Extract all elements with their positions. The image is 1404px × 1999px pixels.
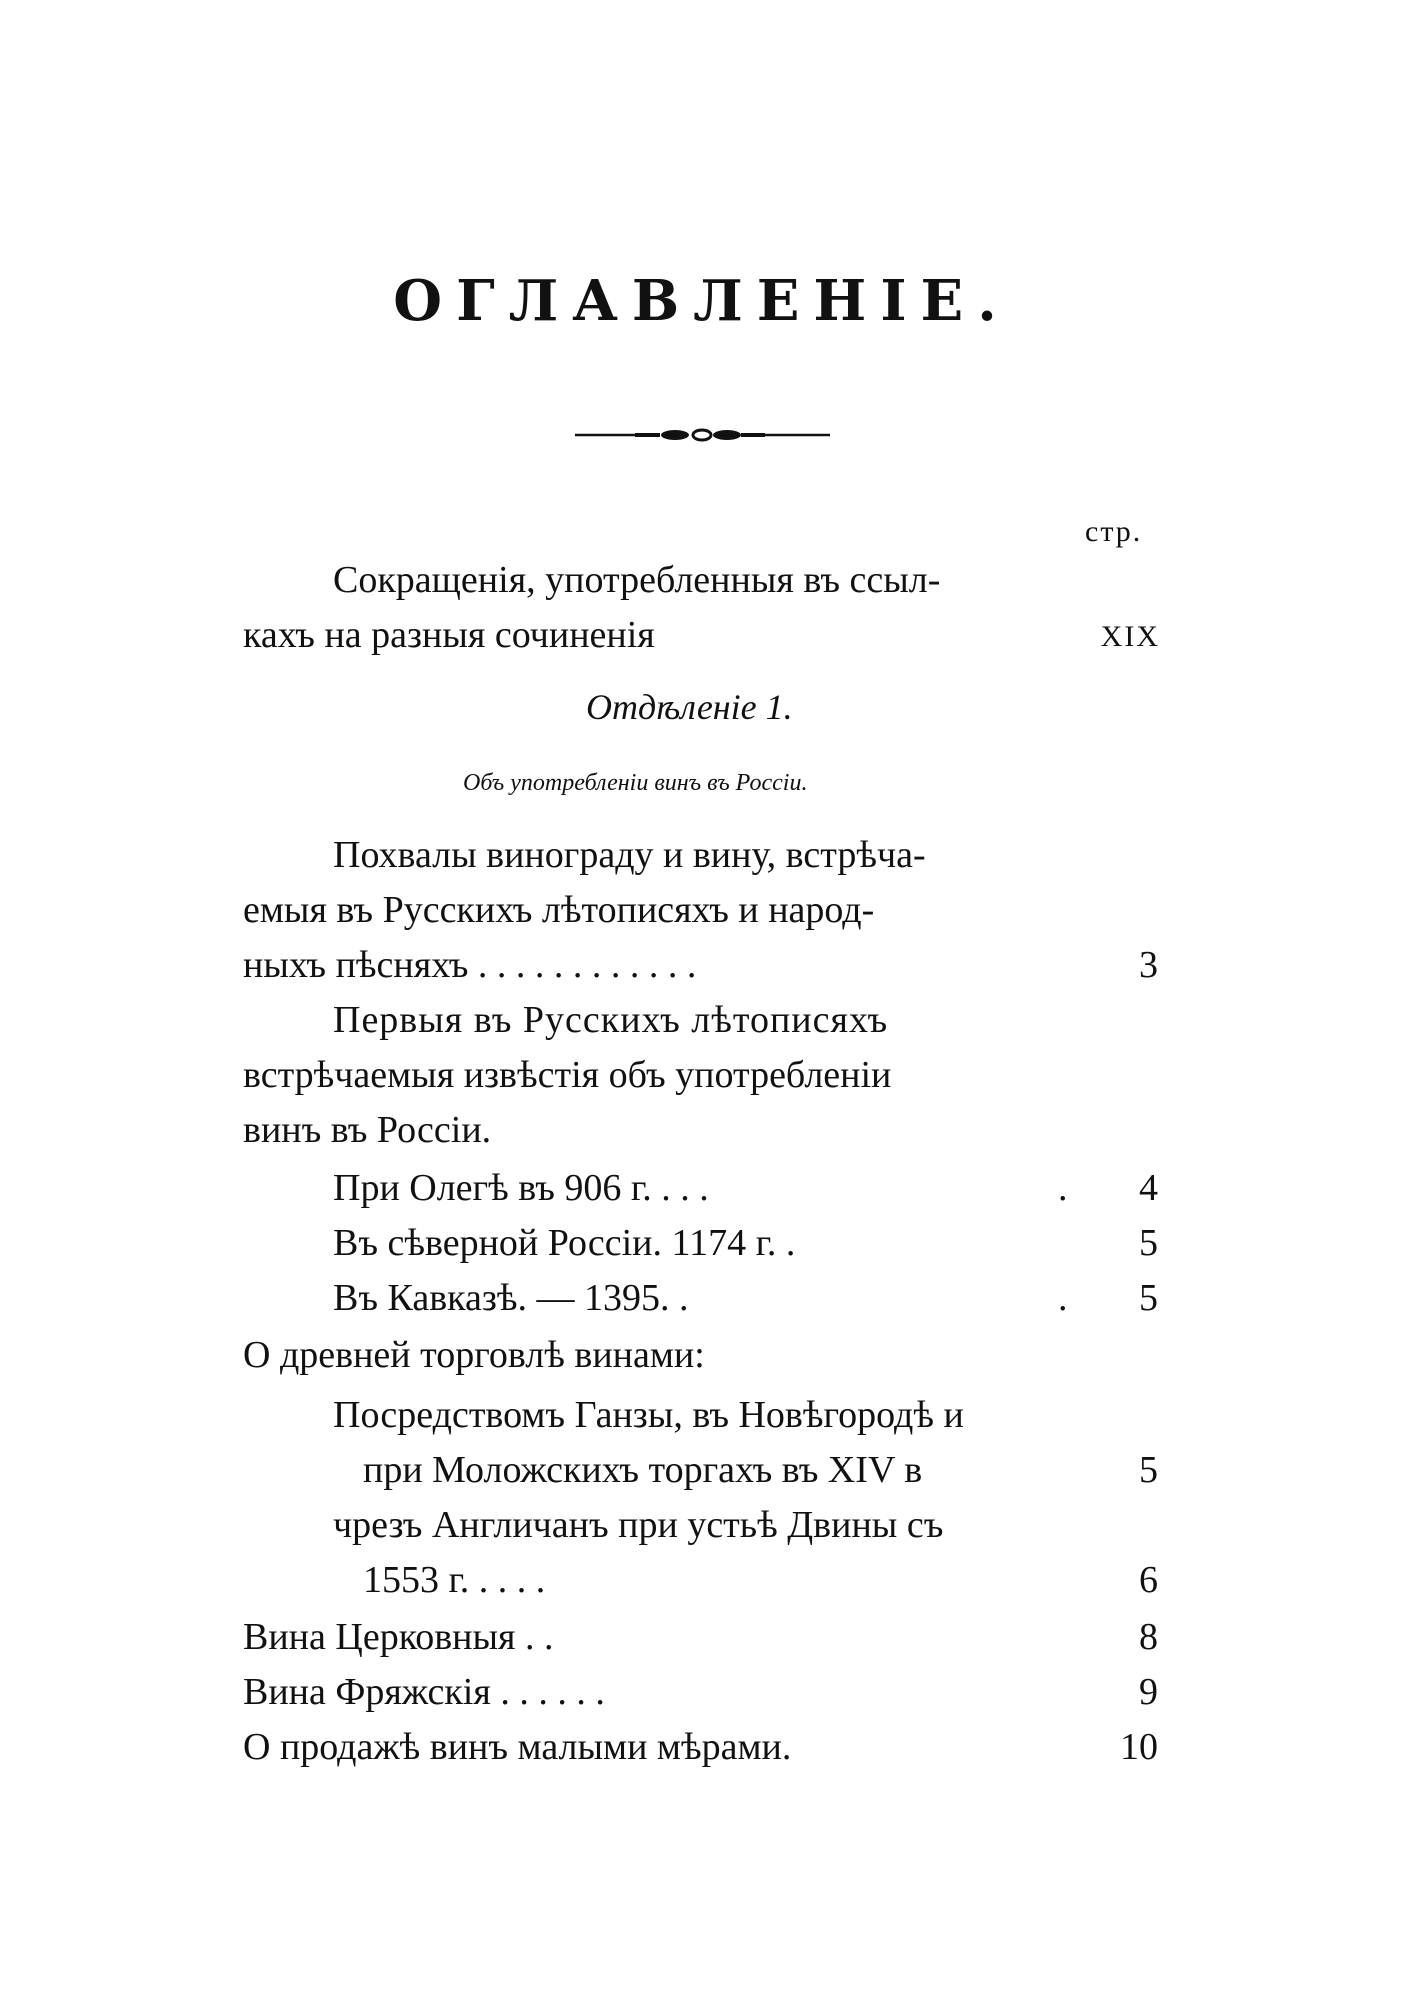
toc-page-number: 4 <box>1139 1167 1158 1209</box>
toc-entry-line: чрезъ Англичанъ при устьѣ Двины съ <box>333 1504 944 1546</box>
page-column-header: стр. <box>1085 515 1143 548</box>
toc-page-number: 8 <box>1139 1616 1158 1658</box>
section-title: Отдѣленіе 1. <box>586 687 793 727</box>
toc-entry-line: О продажѣ винъ малыми мѣрами. <box>243 1726 792 1768</box>
toc-page-number: 5 <box>1139 1277 1158 1319</box>
toc-page-number: 5 <box>1139 1449 1158 1491</box>
toc-entry-line: встрѣчаемыя извѣстія объ употребленіи <box>243 1054 892 1096</box>
toc-entry-line: Первыя въ Русскихъ лѣтописяхъ <box>333 999 889 1041</box>
toc-page-number: 9 <box>1139 1671 1158 1713</box>
ornamental-rule-icon <box>575 425 830 450</box>
toc-entry-line: Похвалы винограду и вину, встрѣча- <box>333 834 926 876</box>
toc-entry-line: при Моложскихъ торгахъ въ XIV в <box>363 1449 923 1491</box>
toc-entry-line: Сокращенія, употребленныя въ ссыл- <box>333 559 941 601</box>
toc-page-number: 3 <box>1139 944 1158 986</box>
toc-entry-line: Посредствомъ Ганзы, въ Новѣгородѣ и <box>333 1394 964 1436</box>
toc-page-number: 10 <box>1120 1726 1158 1768</box>
toc-entry-line: кахъ на разныя сочиненія <box>243 614 655 656</box>
page-title: ОГЛАВЛЕНІЕ. <box>393 268 1011 334</box>
toc-entry-line: Вина Церковныя . . <box>243 1616 554 1658</box>
toc-entry-line: ныхъ пѣсняхъ . . . . . . . . . . . . <box>243 944 697 986</box>
toc-entry-line: винъ въ Россіи. <box>243 1109 492 1151</box>
toc-entry-line: емыя въ Русскихъ лѣтописяхъ и народ- <box>243 889 875 931</box>
toc-leader-dots: . <box>1058 1167 1068 1209</box>
toc-entry-line: Въ Кавказѣ. — 1395. . <box>333 1277 689 1319</box>
toc-page-number: XIX <box>1100 620 1160 653</box>
toc-leader-dots: . <box>1058 1277 1068 1319</box>
toc-page-number: 6 <box>1139 1559 1158 1601</box>
toc-entry-line: О древней торговлѣ винами: <box>243 1334 705 1376</box>
toc-entry-line: Въ сѣверной Россіи. 1174 г. . <box>333 1222 796 1264</box>
toc-entry-line: При Олегѣ въ 906 г. . . . <box>333 1167 709 1209</box>
toc-page-number: 5 <box>1139 1222 1158 1264</box>
toc-entry-line: 1553 г. . . . . <box>363 1559 546 1601</box>
section-subtitle: Объ употребленіи винъ въ Россіи. <box>463 770 808 796</box>
toc-entry-line: Вина Фряжскія . . . . . . <box>243 1671 605 1713</box>
